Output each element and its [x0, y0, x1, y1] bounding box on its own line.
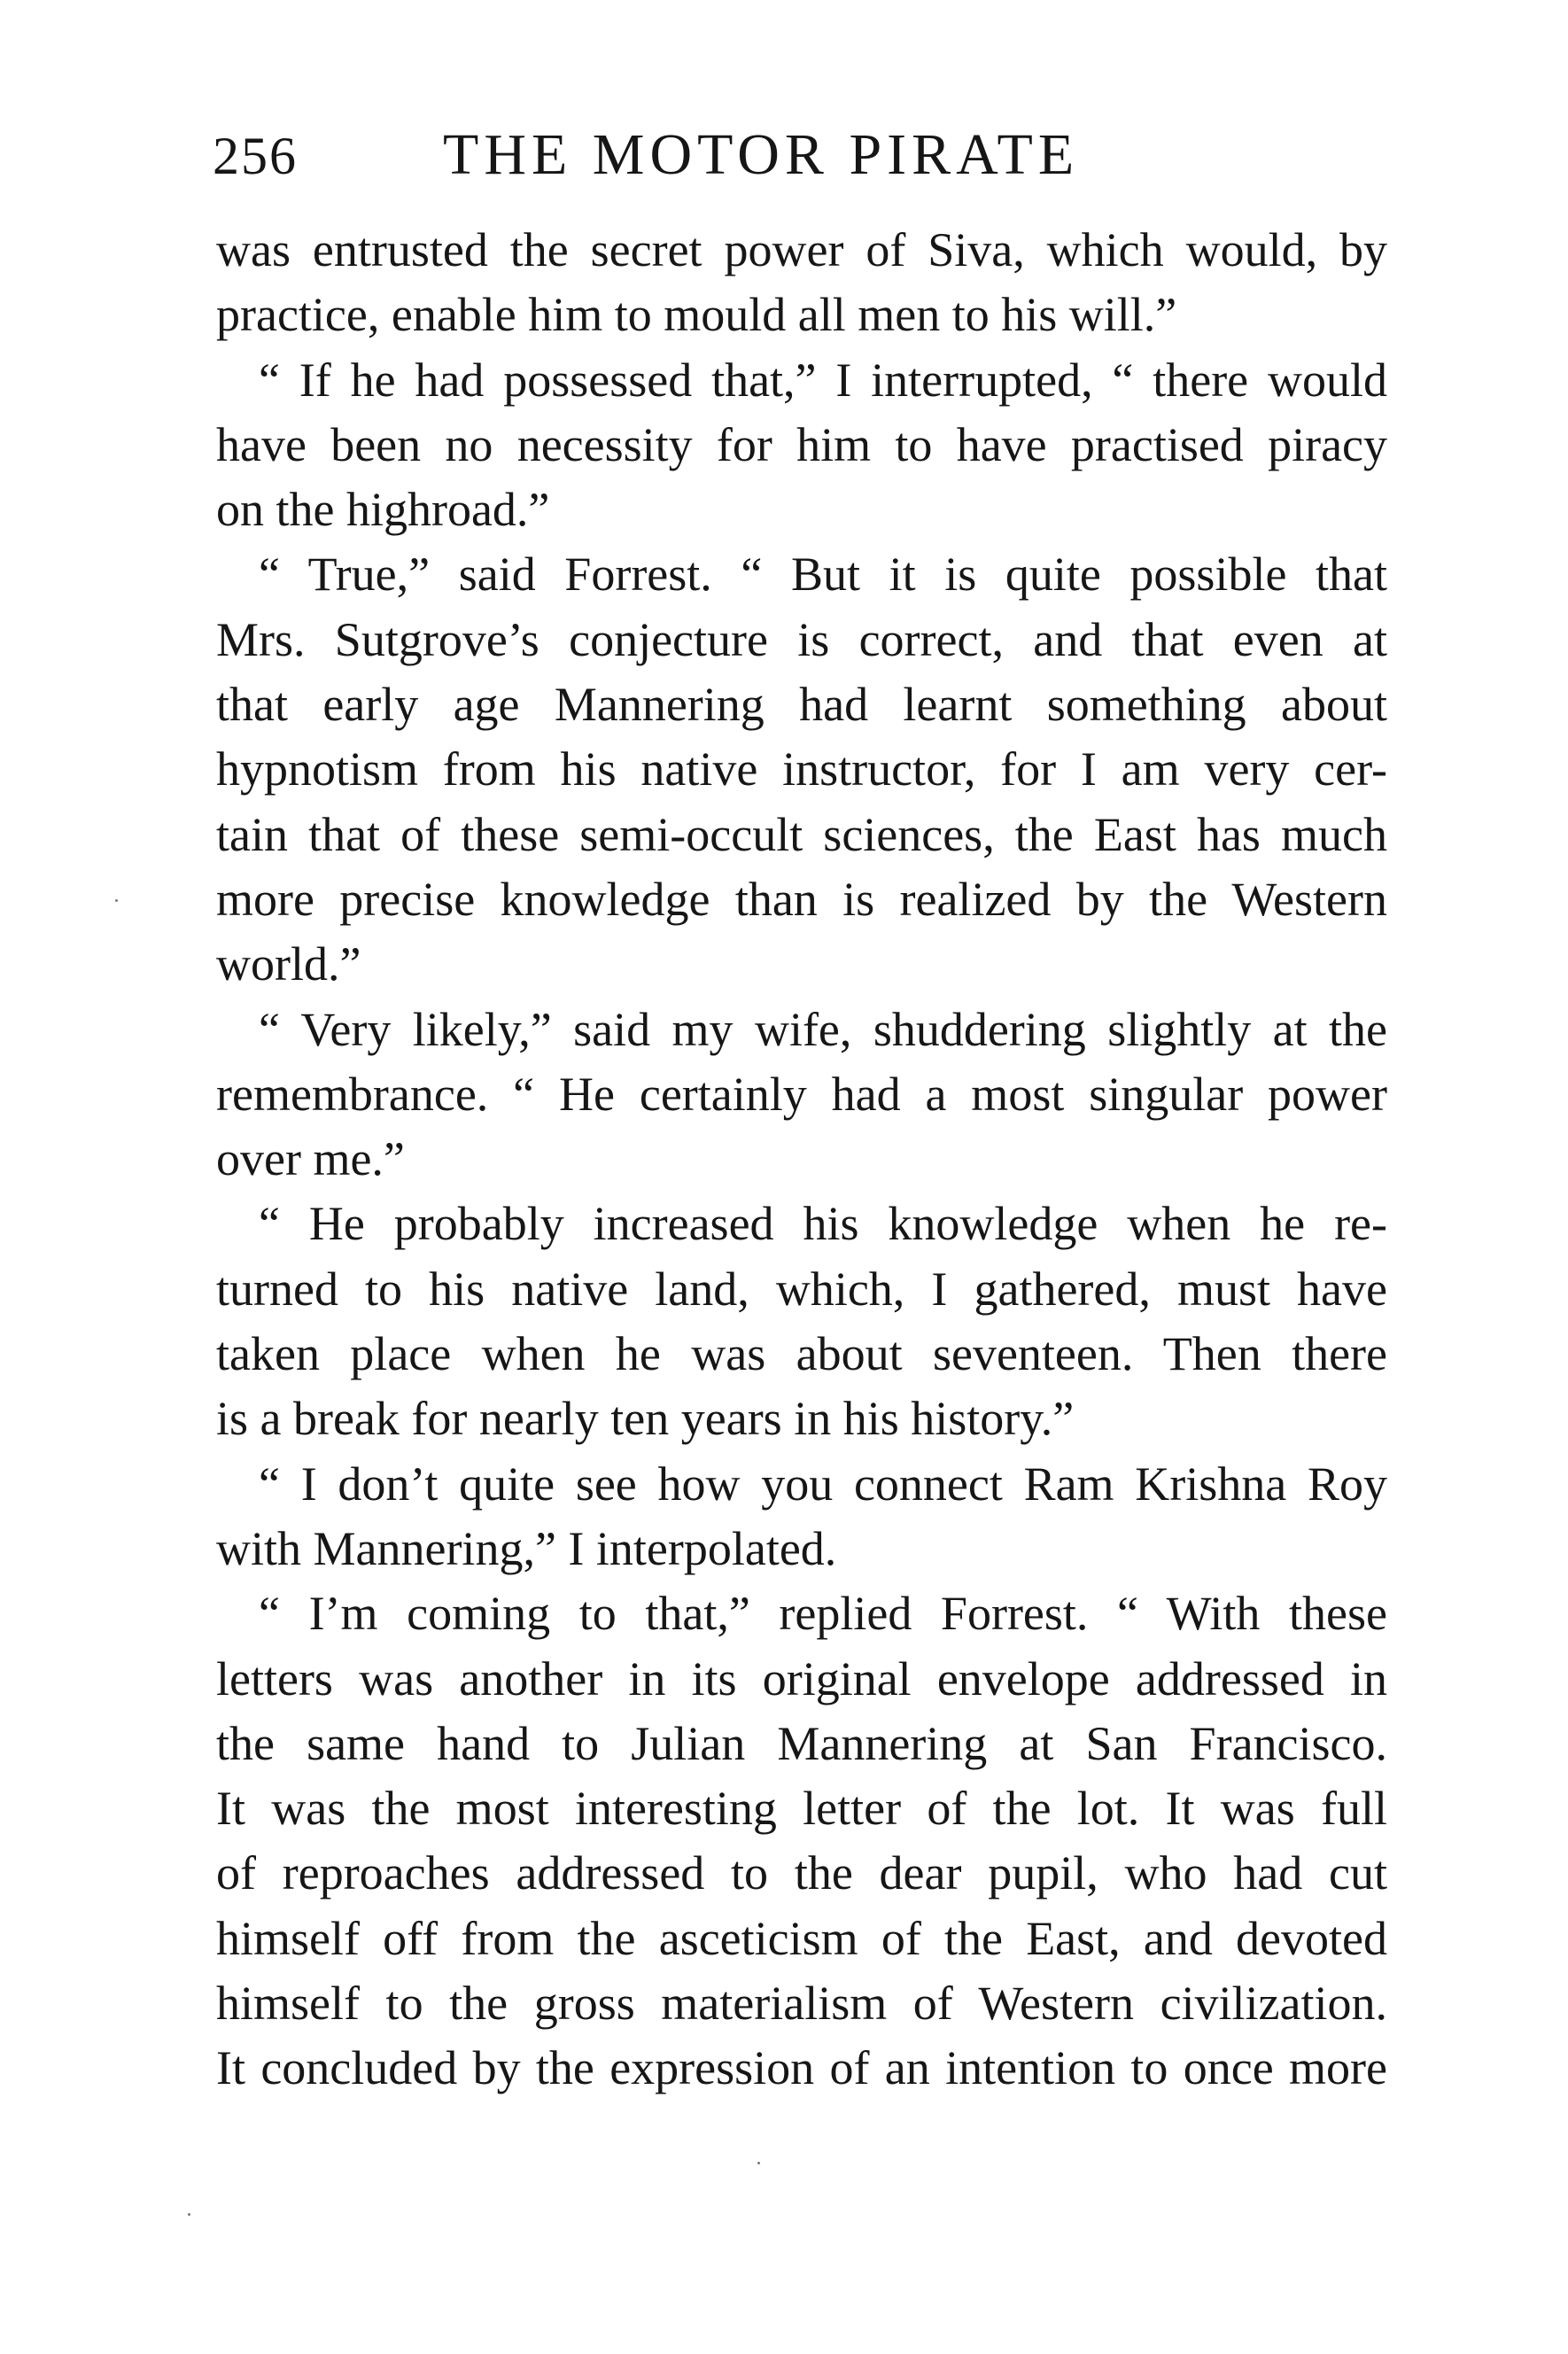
text-line: “ I don’t quite see how you connect Ram Krishna Roy	[259, 1457, 1387, 1511]
text-line: have been no necessity for him to have practised piracy	[216, 417, 1387, 471]
text-line: remembrance. “ He certainly had a most singular power	[216, 1067, 1387, 1121]
text-line: over me.”	[216, 1132, 405, 1186]
text-line: “ He probably increased his knowledge when he re-	[259, 1197, 1387, 1251]
text-line: more precise knowledge than is realized by the Western	[216, 872, 1387, 926]
text-line: It was the most interesting letter of the lot. It was full	[216, 1782, 1387, 1836]
text-line: of reproaches addressed to the dear pupil, who had cut	[216, 1846, 1387, 1900]
text-line: turned to his native land, which, I gathered, must have	[216, 1262, 1387, 1316]
text-line: letters was another in its original envelope addressed in	[216, 1651, 1387, 1705]
running-head	[213, 106, 1417, 204]
text-line: the same hand to Julian Mannering at San Francisco.	[216, 1716, 1387, 1770]
text-line: “ True,” said Forrest. “ But it is quite possible that	[259, 548, 1387, 602]
text-line: tain that of these semi-occult sciences, the East has much	[216, 807, 1387, 861]
text-line: on the highroad.”	[216, 483, 550, 537]
scan-speck	[188, 2213, 190, 2216]
text-line: taken place when he was about seventeen. Then there	[216, 1327, 1387, 1381]
text-line: himself off from the asceticism of the East, and devoted	[216, 1911, 1387, 1965]
scan-speck	[757, 2162, 760, 2164]
text-line: Mrs. Sutgrove’s conjecture is correct, and that even at	[216, 612, 1387, 666]
text-line: that early age Mannering had learnt something about	[216, 678, 1387, 732]
book-title: THE MOTOR PIRATE	[443, 122, 1080, 187]
text-line: is a break for nearly ten years in his history.”	[216, 1392, 1075, 1446]
text-line: world.”	[216, 937, 361, 991]
text-line: with Mannering,” I interpolated.	[216, 1521, 837, 1575]
text-line: “ Very likely,” said my wife, shuddering slightly at the	[259, 1002, 1387, 1056]
scan-speck	[115, 899, 118, 902]
body-text	[216, 218, 1387, 2102]
page-number: 256	[213, 127, 298, 185]
text-line: “ If he had possessed that,” I interrupted, “ there would	[259, 353, 1387, 407]
text-line: It concluded by the expression of an intention to once more	[216, 2041, 1387, 2095]
text-line: hypnotism from his native instructor, for I am very cer-	[216, 742, 1387, 796]
text-line: himself to the gross materialism of Western civilization.	[216, 1977, 1387, 2031]
text-line: was entrusted the secret power of Siva, which would, by	[216, 223, 1387, 276]
text-line: “ I’m coming to that,” replied Forrest. “ With these	[259, 1587, 1387, 1641]
text-line: practice, enable him to mould all men to his will.”	[216, 288, 1177, 342]
